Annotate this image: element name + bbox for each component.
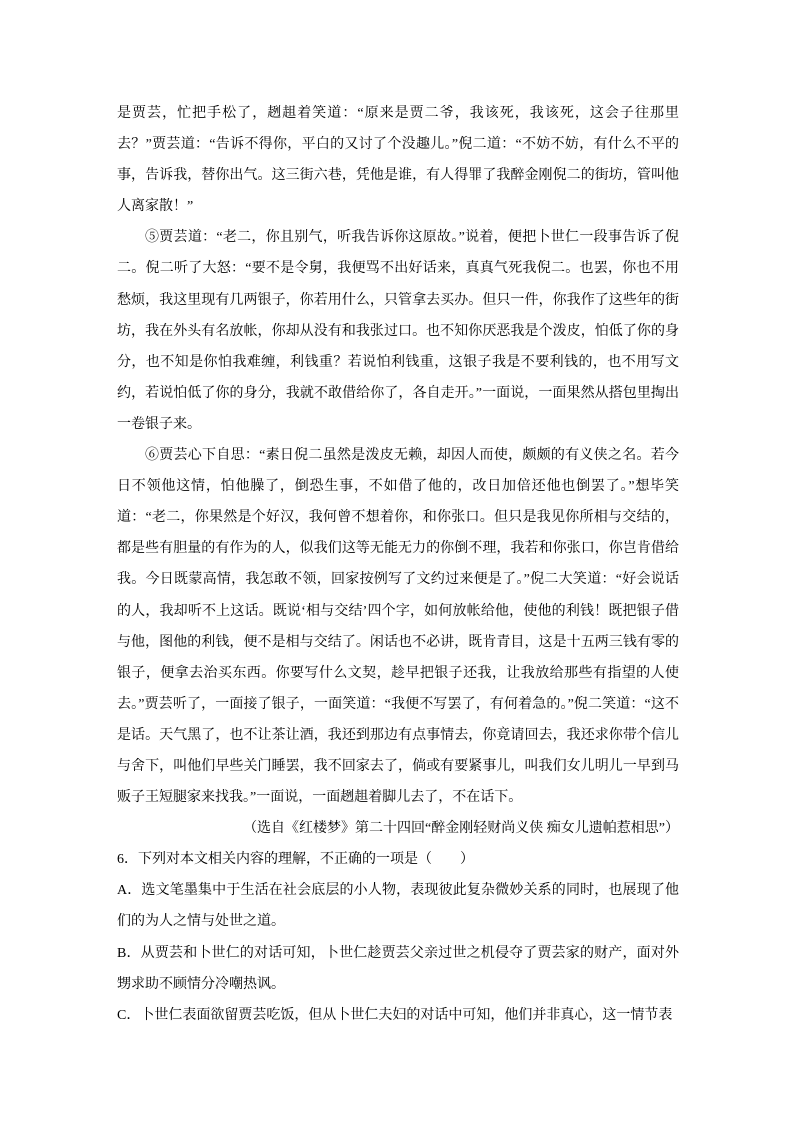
text-content [117, 98, 679, 1031]
body-paragraph-5: ⑤贾芸道：“老二，你且别气，听我告诉你这原故。”说着，便把卜世仁一段事告诉了倪二。倪二听了大怒：“要不是令舅，我便骂不出好话来，真真气死我倪二。也罢，你也不用愁烦，我这里现有几两银子，你若用什么，只管拿去买办。但只一件，你我作了这些年的街坊，我在外头有名放帐，你却从没有和我张过口。也不知你厌恶我是个泼皮，怕低了你的身分，也不知是你怕我难缠，利钱重？若说怕利钱重，这银子我是不要利钱的，也不用写文约，若说怕低了你的身分，我就不敢借给你了，各自走开。”一面说，一面果然从搭包里掏出一卷银子来。 [117, 230, 679, 432]
body-paragraph-6: ⑥贾芸心下自思：“素日倪二虽然是泼皮无赖，却因人而使，颇颇的有义侠之名。若今日不领他这情，怕他臊了，倒恐生事，不如借了他的，改日加倍还他也倒罢了。”想毕笑道：“老二，你果然是个好汉，我何曾不想着你，和你张口。但只是我见你所相与交结的，都是些有胆量的有作为的人，似我们这等无能无力的你倒不理，我若和你张口，你岂肯借给我。今日既蒙高情，我怎敢不领，回家按例写了文约过来便是了。”倪二大笑道：“好会说话的人，我却听不上这话。既说‘相与交结’四个字，如何放帐给他，使他的利钱！既把银子借与他，图他的利钱，便不是相与交结了。闲话也不必讲，既肯青目，这是十五两三钱有零的银子，便拿去治买东西。你要写什么文契，趁早把银子还我，让我放给那些有指望的人使去。”贾芸听了，一面接了银子，一面笑道：“我便不写罢了，有何着急的。”倪二笑道：“这不是话。天气黑了，也不让茶让酒，我还到那边有点事情去，你竟请回去，我还求你带个信儿与舍下，叫他们早些关门睡罢，我不回家去了，倘或有要紧事儿，叫我们女儿明儿一早到马贩子王短腿家来找我。”一面说，一面趔趄着脚儿去了，不在话下。 [117, 448, 679, 806]
question-6-option-a: A．选文笔墨集中于生活在社会底层的小人物，表现彼此复杂微妙关系的同时，也展现了他们的为人之情与处世之道。 [117, 883, 679, 930]
question-6-option-b: B．从贾芸和卜世仁的对话可知，卜世仁趁贾芸父亲过世之机侵夺了贾芸家的财产，面对外甥求助不顾情分冷嘲热讽。 [117, 945, 679, 992]
source-attribution-line: （选自《红楼梦》第二十四回“醉金刚轻财尚义侠 痴女儿遗帕惹相思”） [243, 821, 679, 837]
body-paragraph-continuation: 是贾芸，忙把手松了，趔趄着笑道：“原来是贾二爷，我该死，我该死，这会子往那里去？”贾芸道：“告诉不得你，平白的又讨了个没趣儿。”倪二道：“不妨不妨，有什么不平的事，告诉我，替你出气。这三街六巷，凭他是谁，有人得罪了我醉金刚倪二的街坊，管叫他人离家散！” [117, 106, 679, 215]
question-6-option-c: C．卜世仁表面欲留贾芸吃饭，但从卜世仁夫妇的对话中可知，他们并非真心，这一情节表 [117, 1007, 673, 1023]
question-6-stem: 6．下列对本文相关内容的理解，不正确的一项是（ ） [117, 852, 474, 868]
